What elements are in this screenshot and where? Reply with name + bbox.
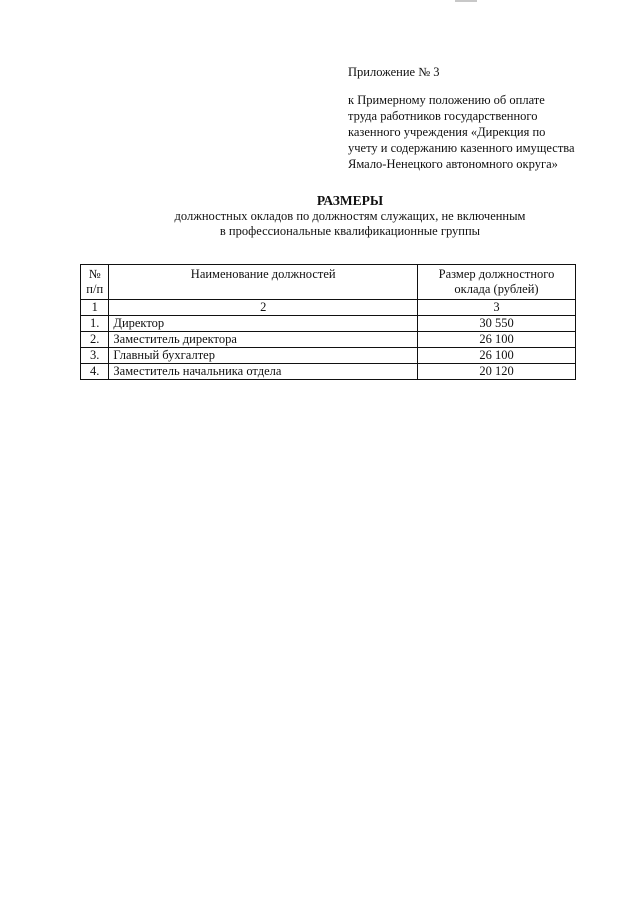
- scan-artifact-mark: [455, 0, 477, 2]
- row-salary: 26 100: [418, 348, 576, 364]
- table-row: [81, 332, 576, 348]
- row-salary: 26 100: [418, 332, 576, 348]
- header-position-name: Наименование должностей: [109, 265, 418, 300]
- table-row: [81, 364, 576, 380]
- document-subtitle-line: в профессиональные квалификационные группы: [219, 224, 481, 238]
- appendix-title: Приложение № 3: [348, 65, 440, 79]
- row-position-name: Директор: [109, 316, 418, 332]
- column-number: 3: [418, 300, 576, 316]
- row-number: 1.: [81, 316, 109, 332]
- salary-table: [80, 264, 576, 380]
- header-number-line: п/п: [86, 282, 104, 296]
- table-row: [81, 316, 576, 332]
- row-number: 3.: [81, 348, 109, 364]
- table-header-row: [81, 265, 576, 300]
- document-title: РАЗМЕРЫ: [316, 193, 384, 208]
- appendix-line: казенного учреждения «Дирекция по: [348, 125, 546, 139]
- appendix-block: [348, 64, 628, 172]
- appendix-line: Ямало-Ненецкого автономного округа»: [348, 157, 558, 171]
- document-heading: [0, 193, 640, 239]
- row-number: 4.: [81, 364, 109, 380]
- row-salary: 20 120: [418, 364, 576, 380]
- row-position-name: Заместитель начальника отдела: [109, 364, 418, 380]
- row-number: 2.: [81, 332, 109, 348]
- row-salary: 30 550: [418, 316, 576, 332]
- header-salary-line: Размер должностного: [438, 267, 555, 281]
- appendix-line: к Примерному положению об оплате: [348, 93, 545, 107]
- header-salary-line: оклада (рублей): [454, 282, 539, 296]
- header-number: [81, 265, 109, 300]
- header-number-line: №: [88, 267, 101, 281]
- row-position-name: Заместитель директора: [109, 332, 418, 348]
- appendix-line: труда работников государственного: [348, 109, 538, 123]
- column-number: 2: [109, 300, 418, 316]
- column-number: 1: [81, 300, 109, 316]
- header-salary: [418, 265, 576, 300]
- row-position-name: Главный бухгалтер: [109, 348, 418, 364]
- document-subtitle-line: должностных окладов по должностям служащих, не включенным: [174, 209, 526, 223]
- column-number-row: [81, 300, 576, 316]
- appendix-line: учету и содержанию казенного имущества: [348, 141, 575, 155]
- table-row: [81, 348, 576, 364]
